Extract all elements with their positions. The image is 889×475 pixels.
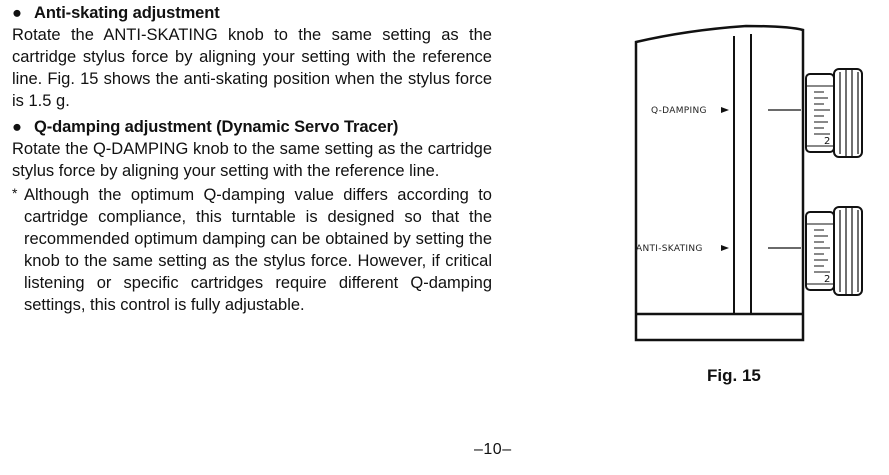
q-damping-arrow-icon xyxy=(721,107,729,113)
q-damping-label: Q-DAMPING xyxy=(651,106,707,116)
footnote xyxy=(12,184,492,316)
q-damping-knob xyxy=(806,69,862,157)
anti-skating-scale-number: 2 xyxy=(824,274,831,285)
bullet-icon: ● xyxy=(12,4,22,22)
text-column xyxy=(12,2,492,316)
anti-skating-arrow-icon xyxy=(721,245,729,251)
q-damping-heading xyxy=(12,116,492,138)
anti-skating-heading xyxy=(12,2,492,24)
bullet-icon: ● xyxy=(12,118,22,136)
figure-15-diagram xyxy=(618,22,868,352)
anti-skating-label: ANTI-SKATING xyxy=(636,244,703,254)
anti-skating-title: Anti-skating adjustment xyxy=(34,4,220,22)
page-number: –10– xyxy=(474,441,512,458)
tonearm-base-drawing xyxy=(618,22,868,352)
footnote-text: Although the optimum Q-damping value differs according to cartridge compliance, this turntable is designed so that the recommended optimum damping can be obtained by setting the knob to the same setting as the stylus force. However, if critical listening or specific cartridges require different Q-damping settings, this control is fully adjustable. xyxy=(24,186,492,314)
q-damping-scale-number: 2 xyxy=(824,136,831,147)
asterisk-marker: * xyxy=(12,185,18,201)
anti-skating-knob xyxy=(806,207,862,295)
q-damping-body: Rotate the Q-DAMPING knob to the same setting as the cartridge stylus force by aligning your setting with the reference line. xyxy=(12,140,492,180)
figure-caption: Fig. 15 xyxy=(707,366,761,385)
anti-skating-body: Rotate the ANTI-SKATING knob to the same setting as the cartridge stylus force by aligning your setting with the reference line. Fig. 15 shows the anti-skating position when the stylus force is 1.5 g. xyxy=(12,26,492,110)
housing-outline xyxy=(636,26,803,340)
q-damping-title: Q-damping adjustment (Dynamic Servo Tracer) xyxy=(34,118,399,136)
